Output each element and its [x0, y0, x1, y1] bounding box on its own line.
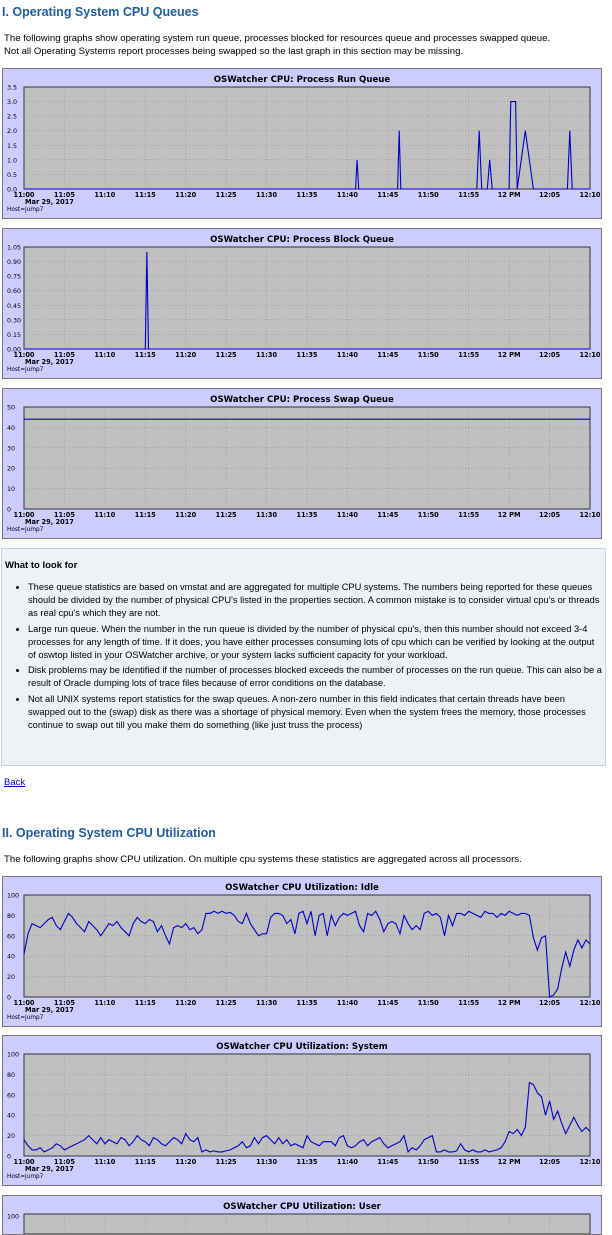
what-to-look-for-box	[1, 548, 606, 766]
intro-line: The following graphs show operating system run queue, processes blocked for resources queue and processes swapped queue.	[4, 33, 551, 44]
notes-heading: What to look for	[5, 560, 78, 571]
chart-panel-block-queue	[2, 228, 602, 379]
chart-panel-user	[2, 1195, 602, 1235]
x-tick-label: 11:20	[175, 191, 197, 199]
x-tick-label: 11:55	[458, 351, 480, 359]
y-tick-label: 30	[7, 445, 16, 453]
x-tick-label: 11:00	[13, 999, 35, 1007]
y-tick-label: 100	[7, 1051, 20, 1059]
y-tick-label: 50	[7, 404, 16, 412]
x-tick-label: 11:25	[215, 191, 237, 199]
date-label: Mar 29, 2017	[25, 1006, 74, 1014]
x-tick-label: 11:35	[296, 191, 318, 199]
y-tick-label: 60	[7, 933, 16, 941]
x-tick-label: 11:15	[134, 1158, 156, 1166]
y-tick-label: 40	[7, 953, 16, 961]
y-tick-label: 2.0	[7, 128, 18, 136]
chart-title: OSWatcher CPU Utilization: Idle	[225, 883, 379, 893]
x-tick-label: 11:20	[175, 1158, 197, 1166]
y-tick-label: 0	[7, 994, 12, 1002]
y-tick-label: 0.30	[7, 317, 22, 325]
chart-swap-queue	[3, 389, 601, 538]
chart-panel-swap-queue	[2, 388, 602, 539]
x-tick-label: 11:00	[13, 351, 35, 359]
x-tick-label: 12:05	[539, 511, 561, 519]
x-tick-label: 11:25	[215, 999, 237, 1007]
x-tick-label: 11:10	[94, 999, 116, 1007]
y-tick-label: 1.5	[7, 142, 18, 150]
notes-item: • Not all UNIX systems report statistics for the swap queues. A non-zero number in this field indicates that certain threads have been swapped out to the (swap) disk as there was a shortage of physical memory. Even when the system frees the memory, those processes continue to swap out till you make them do something (like just truss the process)	[28, 693, 604, 733]
chart-user	[3, 1196, 601, 1234]
x-tick-label: 12:05	[539, 351, 561, 359]
x-tick-label: 11:40	[336, 191, 358, 199]
x-tick-label: 11:45	[377, 999, 399, 1007]
x-tick-label: 11:20	[175, 511, 197, 519]
x-tick-label: 11:00	[13, 511, 35, 519]
x-tick-label: 11:30	[256, 511, 278, 519]
x-tick-label: 11:30	[256, 999, 278, 1007]
host-label: Host=jump7	[7, 527, 44, 533]
host-label: Host=jump7	[7, 1015, 44, 1021]
y-tick-label: 0.15	[7, 331, 22, 339]
x-tick-label: 11:25	[215, 1158, 237, 1166]
intro-line: Not all Operating Systems report processes being swapped so the last graph in this section may be missing.	[4, 46, 464, 57]
date-label: Mar 29, 2017	[25, 358, 74, 366]
x-tick-label: 11:55	[458, 511, 480, 519]
y-tick-label: 80	[7, 912, 16, 920]
x-tick-label: 11:35	[296, 511, 318, 519]
y-tick-label: 0.00	[7, 346, 22, 354]
x-tick-label: 11:00	[13, 191, 35, 199]
x-tick-label: 12:05	[539, 999, 561, 1007]
y-tick-label: 20	[7, 465, 16, 473]
y-tick-label: 100	[7, 892, 20, 900]
x-tick-label: 11:35	[296, 999, 318, 1007]
section-title-cpu-queues: I. Operating System CPU Queues	[2, 5, 199, 19]
x-tick-label: 11:30	[256, 351, 278, 359]
x-tick-label: 11:45	[377, 511, 399, 519]
x-tick-label: 11:25	[215, 511, 237, 519]
x-tick-label: 11:55	[458, 999, 480, 1007]
x-tick-label: 12 PM	[497, 511, 521, 519]
x-tick-label: 11:35	[296, 1158, 318, 1166]
x-tick-label: 12:10	[579, 511, 601, 519]
x-tick-label: 11:05	[53, 1158, 75, 1166]
x-tick-label: 11:35	[296, 351, 318, 359]
y-tick-label: 20	[7, 974, 16, 982]
x-tick-label: 11:05	[53, 191, 75, 199]
y-tick-label: 80	[7, 1071, 16, 1079]
x-tick-label: 11:25	[215, 351, 237, 359]
chart-title: OSWatcher CPU: Process Block Queue	[210, 235, 394, 245]
x-tick-label: 11:15	[134, 999, 156, 1007]
x-tick-label: 11:30	[256, 1158, 278, 1166]
x-tick-label: 12 PM	[497, 999, 521, 1007]
section-title-cpu-utilization: II. Operating System CPU Utilization	[2, 826, 216, 840]
section-intro-cpu-utilization	[4, 853, 522, 866]
y-tick-label: 40	[7, 1112, 16, 1120]
y-tick-label: 0.5	[7, 171, 18, 179]
x-tick-label: 11:20	[175, 999, 197, 1007]
y-tick-label: 0.90	[7, 259, 22, 267]
y-tick-label: 0.45	[7, 302, 22, 310]
y-tick-label: 40	[7, 424, 16, 432]
x-tick-label: 12:10	[579, 1158, 601, 1166]
chart-title: OSWatcher CPU Utilization: User	[223, 1202, 381, 1212]
y-tick-label: 0	[7, 1153, 12, 1161]
x-tick-label: 12:10	[579, 999, 601, 1007]
x-tick-label: 11:40	[336, 351, 358, 359]
y-tick-label: 100	[7, 1213, 20, 1221]
chart-title: OSWatcher CPU Utilization: System	[216, 1042, 388, 1052]
x-tick-label: 11:30	[256, 191, 278, 199]
y-tick-label: 0	[7, 506, 12, 514]
chart-panel-idle	[2, 876, 602, 1027]
y-tick-label: 3.5	[7, 84, 18, 92]
date-label: Mar 29, 2017	[25, 1165, 74, 1173]
x-tick-label: 12:10	[579, 351, 601, 359]
x-tick-label: 11:05	[53, 511, 75, 519]
x-tick-label: 11:45	[377, 351, 399, 359]
y-tick-label: 1.05	[7, 244, 22, 252]
x-tick-label: 11:10	[94, 351, 116, 359]
x-tick-label: 11:15	[134, 511, 156, 519]
notes-list	[6, 581, 604, 734]
intro-line: The following graphs show CPU utilization. On multiple cpu systems these statistics are aggregated across all processors.	[4, 854, 522, 865]
y-tick-label: 3.0	[7, 99, 18, 107]
x-tick-label: 12:05	[539, 1158, 561, 1166]
chart-idle	[3, 877, 601, 1026]
x-tick-label: 11:10	[94, 191, 116, 199]
x-tick-label: 12:05	[539, 191, 561, 199]
x-tick-label: 11:15	[134, 191, 156, 199]
y-tick-label: 0.0	[7, 186, 18, 194]
x-tick-label: 11:40	[336, 999, 358, 1007]
y-tick-label: 1.0	[7, 157, 18, 165]
x-tick-label: 11:55	[458, 191, 480, 199]
back-link[interactable]: Back	[4, 777, 26, 788]
x-tick-label: 11:50	[417, 511, 439, 519]
x-tick-label: 11:10	[94, 511, 116, 519]
notes-item: • Disk problems may be identified if the number of processes blocked exceeds the number of processes on the run queue. This can also be a result of Oracle dumping lots of trace files because of error conditions on the database.	[28, 664, 604, 690]
host-label: Host=jump7	[7, 207, 44, 213]
chart-panel-run-queue	[2, 68, 602, 219]
x-tick-label: 11:50	[417, 191, 439, 199]
x-tick-label: 11:40	[336, 511, 358, 519]
chart-block-queue	[3, 229, 601, 378]
x-tick-label: 11:55	[458, 1158, 480, 1166]
notes-item: • These queue statistics are based on vmstat and are aggregated for multiple CPU systems. The numbers being reported for these queues should be divided by the number of physical CPU's listed in the properties section. A common mistake is to consider virtual cpu's or threads as real cpu's which they are not.	[28, 581, 604, 621]
section-intro-cpu-queues	[4, 32, 550, 58]
host-label: Host=jump7	[7, 1174, 44, 1180]
x-tick-label: 11:45	[377, 191, 399, 199]
chart-system	[3, 1036, 601, 1185]
y-tick-label: 2.5	[7, 113, 18, 121]
x-tick-label: 12:10	[579, 191, 601, 199]
x-tick-label: 11:15	[134, 351, 156, 359]
x-tick-label: 11:50	[417, 1158, 439, 1166]
y-tick-label: 60	[7, 1092, 16, 1100]
x-tick-label: 11:40	[336, 1158, 358, 1166]
y-tick-label: 0.60	[7, 288, 22, 296]
chart-title: OSWatcher CPU: Process Run Queue	[213, 75, 391, 85]
x-tick-label: 11:10	[94, 1158, 116, 1166]
y-tick-label: 20	[7, 1133, 16, 1141]
chart-run-queue	[3, 69, 601, 218]
date-label: Mar 29, 2017	[25, 518, 74, 526]
x-tick-label: 11:00	[13, 1158, 35, 1166]
y-tick-label: 0.75	[7, 273, 22, 281]
x-tick-label: 11:20	[175, 351, 197, 359]
x-tick-label: 11:50	[417, 351, 439, 359]
y-tick-label: 10	[7, 486, 16, 494]
x-tick-label: 11:05	[53, 351, 75, 359]
x-tick-label: 11:05	[53, 999, 75, 1007]
x-tick-label: 11:50	[417, 999, 439, 1007]
x-tick-label: 12 PM	[497, 1158, 521, 1166]
date-label: Mar 29, 2017	[25, 198, 74, 206]
x-tick-label: 12 PM	[497, 351, 521, 359]
notes-item: • Large run queue. When the number in the run queue is divided by the number of physical cpu's, then this number should not exceed 3-4 processes for any length of time. If it does, you have either processes consuming lots of cpu which can be verified by looking at the output of oswtop listed in your OSWatcher archive, or your system lacks sufficient capacity for your workload.	[28, 623, 604, 663]
x-tick-label: 11:45	[377, 1158, 399, 1166]
host-label: Host=jump7	[7, 367, 44, 373]
chart-title: OSWatcher CPU: Process Swap Queue	[210, 395, 394, 405]
x-tick-label: 12 PM	[497, 191, 521, 199]
chart-panel-system	[2, 1035, 602, 1186]
